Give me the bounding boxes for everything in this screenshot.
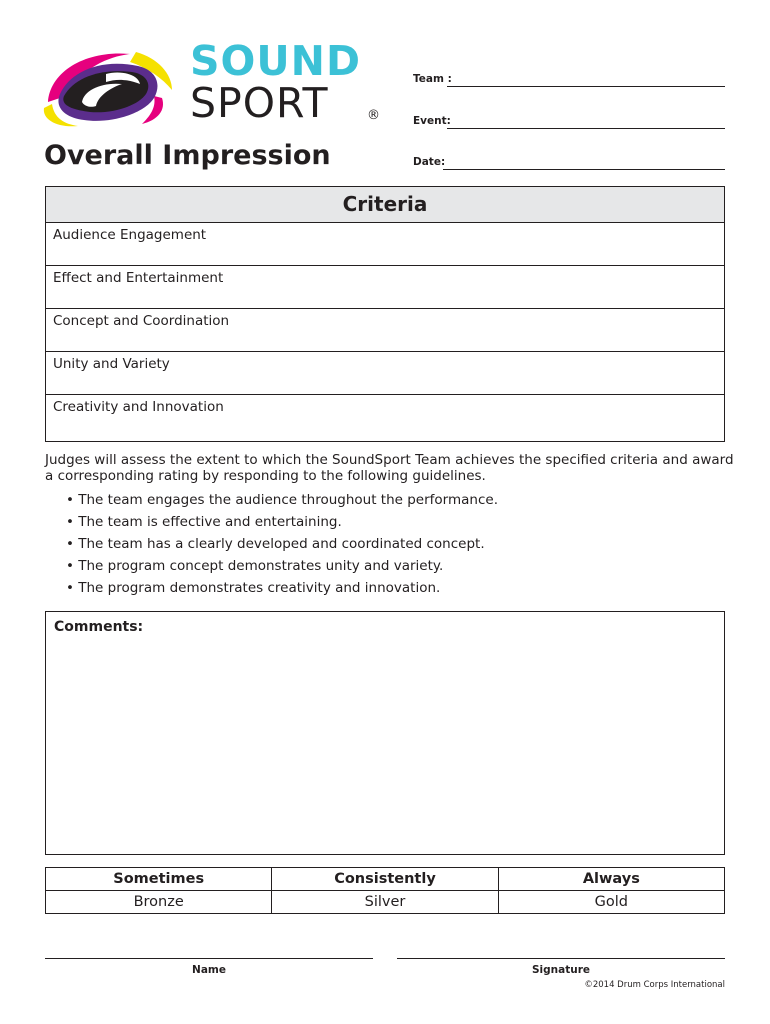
rating-column-consistently[interactable] <box>272 868 498 913</box>
comments-label: Comments: <box>54 619 144 635</box>
ratings-table <box>45 867 725 914</box>
criteria-table <box>45 186 725 442</box>
rating-column-sometimes[interactable] <box>46 868 272 913</box>
registered-mark: ® <box>367 108 380 123</box>
team-field[interactable] <box>413 73 725 89</box>
rating-header: Always <box>499 868 724 891</box>
name-signature-line[interactable] <box>45 958 373 979</box>
criteria-heading: Criteria <box>46 187 724 223</box>
soundsport-logo <box>40 37 385 130</box>
brand-sound: SOUND <box>190 37 362 85</box>
rating-value: Bronze <box>133 894 184 910</box>
signature-line[interactable] <box>397 958 725 979</box>
criteria-row: Concept and Coordination <box>46 309 724 352</box>
guideline-item: • The team has a clearly developed and coordinated concept. <box>66 536 485 552</box>
rating-value: Gold <box>594 894 628 910</box>
comments-box[interactable] <box>45 611 725 855</box>
criteria-row: Creativity and Innovation <box>53 399 224 415</box>
guideline-item: • The program concept demonstrates unity and variety. <box>66 558 444 574</box>
guideline-item: • The program demonstrates creativity and innovation. <box>66 580 441 596</box>
copyright-text: ©2014 Drum Corps International <box>584 980 725 990</box>
guidelines-list <box>66 489 498 599</box>
logo-mark-icon <box>40 44 180 130</box>
team-line[interactable] <box>447 86 725 87</box>
page-title: Overall Impression <box>44 140 331 171</box>
criteria-row: Effect and Entertainment <box>46 266 724 309</box>
guideline-item: • The team is effective and entertaining. <box>66 514 342 530</box>
guideline-item: • The team engages the audience throughout the performance. <box>66 492 498 508</box>
guidelines-intro: Judges will assess the extent to which the SoundSport Team achieves the specified criteria and award a corresponding rating by responding to the following guidelines. <box>45 452 734 484</box>
name-label: Name <box>192 964 226 976</box>
rating-column-always[interactable] <box>499 868 724 913</box>
event-label: Event: <box>413 115 451 127</box>
rating-header: Consistently <box>272 868 497 891</box>
date-field[interactable] <box>413 156 725 172</box>
criteria-row: Unity and Variety <box>46 352 724 395</box>
rating-value: Silver <box>364 894 406 910</box>
event-field[interactable] <box>413 115 725 131</box>
signature-label: Signature <box>531 964 591 976</box>
criteria-row: Audience Engagement <box>46 223 724 266</box>
team-label: Team : <box>413 73 452 85</box>
date-label: Date: <box>413 156 446 168</box>
event-line[interactable] <box>447 128 725 129</box>
date-line[interactable] <box>443 169 725 170</box>
brand-sport: SPORT <box>190 79 329 127</box>
rating-header: Sometimes <box>46 868 271 891</box>
